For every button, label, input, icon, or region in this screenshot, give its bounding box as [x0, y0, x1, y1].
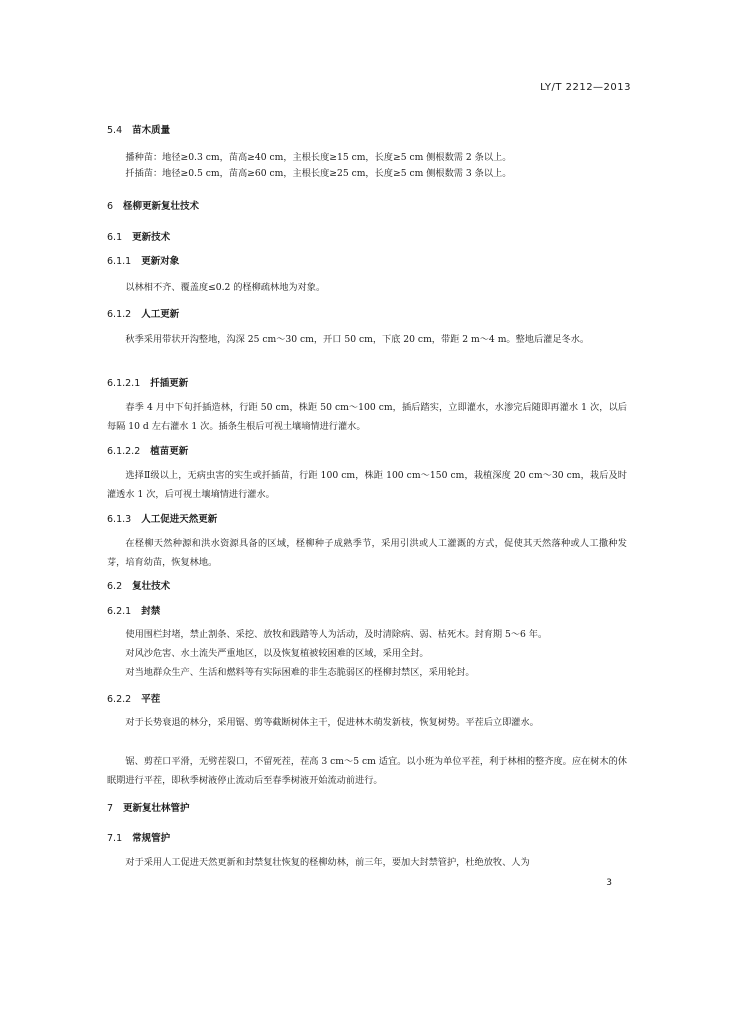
- heading-number: 6.1.3: [107, 514, 132, 525]
- heading-7: [107, 800, 190, 814]
- heading-number: 6.1: [107, 232, 123, 243]
- heading-6-1-1: [107, 253, 179, 267]
- heading-title: 植苗更新: [150, 446, 189, 457]
- heading-title: 复壮技术: [132, 581, 171, 592]
- heading-title: 人工更新: [141, 309, 180, 320]
- heading-number: 5.4: [107, 125, 123, 136]
- paragraph: 在柽柳天然种源和洪水资源具备的区域，柽柳种子成熟季节，采用引洪或人工灌溉的方式，促使其天然落种或人工撒种发芽，培育幼苗，恢复林地。: [107, 538, 627, 568]
- heading-title: 平茬: [141, 694, 161, 705]
- heading-6-1-3: [107, 511, 217, 525]
- heading-title: 柽柳更新复壮技术: [123, 201, 200, 212]
- heading-number: 6.1.2: [107, 309, 132, 320]
- heading-number: 6.2.2: [107, 694, 132, 705]
- heading-number: 6: [107, 201, 114, 212]
- heading-number: 6.1.1: [107, 256, 132, 267]
- paragraph: 锯、剪茬口平滑，无劈茬裂口，不留死茬，茬高 3 cm～5 cm 适宜。以小班为单位平茬，利于林相的整齐度。应在树木的休眠期进行平茬，即秋季树液停止流动后至春季树液开始流动前进行。: [107, 756, 627, 786]
- heading-number: 6.1.2.1: [107, 378, 141, 389]
- heading-number: 7: [107, 803, 114, 814]
- heading-6-1-2-1: [107, 375, 188, 389]
- heading-6-1: [107, 229, 170, 243]
- heading-title: 封禁: [141, 606, 161, 617]
- heading-title: 更新对象: [141, 256, 180, 267]
- standard-code: LY/T 2212—2013: [540, 82, 631, 93]
- heading-title: 常规管护: [132, 833, 171, 844]
- heading-number: 6.2: [107, 581, 123, 592]
- heading-6-2: [107, 578, 170, 592]
- paragraph: 对当地群众生产、生活和燃料等有实际困难的非生态脆弱区的柽柳封禁区，采用轮封。: [125, 667, 475, 678]
- heading-6-2-2: [107, 691, 160, 705]
- heading-number: 6.2.1: [107, 606, 132, 617]
- paragraph: 对风沙危害、水土流失严重地区，以及恢复植被较困难的区域，采用全封。: [125, 648, 429, 659]
- heading-title: 更新复壮林管护: [123, 803, 190, 814]
- heading-6-1-2: [107, 306, 179, 320]
- heading-title: 扦插更新: [150, 378, 189, 389]
- paragraph: 对于采用人工促进天然更新和封禁复壮恢复的柽柳幼林，前三年，要加大封禁管护，杜绝放牧、人为: [125, 857, 530, 868]
- heading-6: [107, 198, 199, 212]
- paragraph: 秋季采用带状开沟整地，沟深 25 cm～30 cm，开口 50 cm，下底 20 cm，带距 2 m～4 m。整地后灌足冬水。: [125, 334, 590, 345]
- heading-5-4: [107, 122, 170, 136]
- paragraph: 对于长势衰退的林分，采用锯、剪等截断树体主干，促进林木萌发新枝，恢复树势。平茬后立即灌水。: [125, 717, 539, 728]
- paragraph: 春季 4 月中下旬扦插造林，行距 50 cm，株距 50 cm～100 cm，插后踏实，立即灌水，水渗完后随即再灌水 1 次，以后每隔 10 d 左右灌水 1 次。插条生根后可视土壤墒情进行灌水。: [107, 402, 627, 432]
- paragraph: 以林相不齐、覆盖度≤0.2 的柽柳疏林地为对象。: [125, 282, 326, 293]
- heading-6-1-2-2: [107, 443, 188, 457]
- paragraph: 扦插苗：地径≥0.5 cm，苗高≥60 cm，主根长度≥25 cm，长度≥5 cm 侧根数需 3 条以上。: [125, 168, 512, 179]
- page-number: 3: [606, 878, 612, 888]
- heading-title: 人工促进天然更新: [141, 514, 218, 525]
- heading-title: 更新技术: [132, 232, 171, 243]
- paragraph: 播种苗：地径≥0.3 cm，苗高≥40 cm，主根长度≥15 cm，长度≥5 cm 侧根数需 2 条以上。: [125, 152, 512, 163]
- heading-number: 7.1: [107, 833, 123, 844]
- paragraph: 选择Ⅱ级以上，无病虫害的实生或扦插苗，行距 100 cm，株距 100 cm～150 cm，栽植深度 20 cm～30 cm，栽后及时灌透水 1 次，后可视土壤墒情进行灌水。: [107, 470, 627, 500]
- heading-6-2-1: [107, 603, 160, 617]
- paragraph: 使用围栏封堵，禁止割条、采挖、放牧和践踏等人为活动，及时清除病、弱、枯死木。封育期 5～6 年。: [125, 629, 548, 640]
- heading-number: 6.1.2.2: [107, 446, 141, 457]
- heading-7-1: [107, 830, 170, 844]
- heading-title: 苗木质量: [132, 125, 171, 136]
